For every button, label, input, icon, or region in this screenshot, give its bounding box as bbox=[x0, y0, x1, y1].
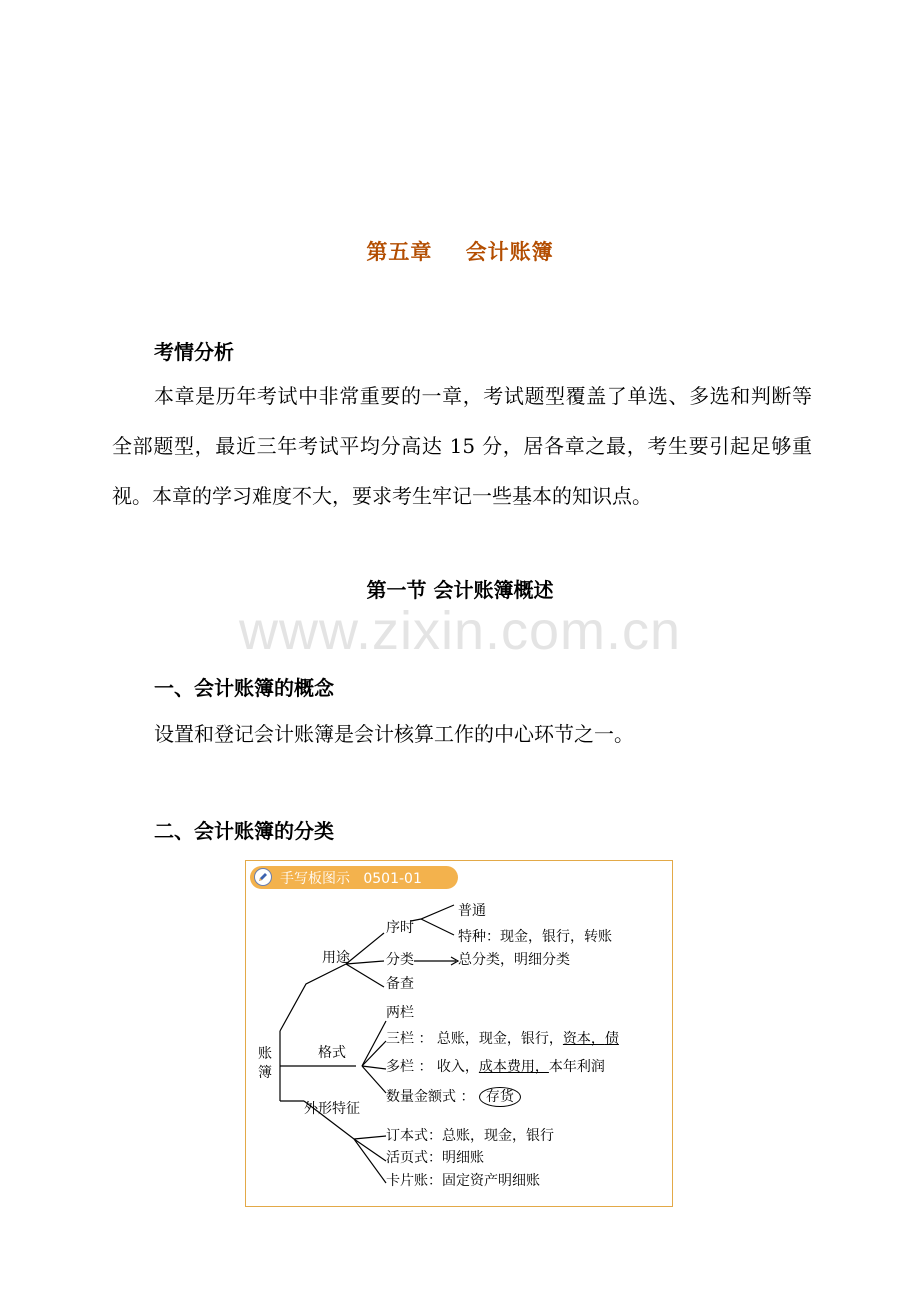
appearance-label: 外形特征 bbox=[304, 1101, 360, 1117]
special-label: 特种：现金，银行，转账 bbox=[458, 929, 612, 945]
format-label: 格式 bbox=[318, 1045, 346, 1061]
two-col-label: 两栏 bbox=[386, 1005, 414, 1021]
three-col-underlined-2: 债 bbox=[604, 1031, 619, 1047]
watermark: www.zixin.com.cn bbox=[238, 601, 682, 661]
multi-col-items: 收入， bbox=[436, 1059, 479, 1075]
inventory-circled: 存货 bbox=[479, 1087, 521, 1107]
category-label: 分类 bbox=[386, 952, 414, 968]
concept-text: 设置和登记会计账簿是会计核算工作的中心环节之一。 bbox=[154, 722, 634, 746]
section-title: 第一节 会计账簿概述 bbox=[366, 578, 554, 602]
banner-text: 手写板图示 0501-01 bbox=[280, 871, 422, 887]
loose-leaf-label: 活页式：明细账 bbox=[386, 1150, 484, 1166]
chapter-title: 第五章 会计账簿 bbox=[366, 240, 554, 264]
concept-heading: 一、会计账簿的概念 bbox=[154, 676, 334, 700]
three-col-row bbox=[386, 1031, 619, 1047]
category-detail: 总分类，明细分类 bbox=[458, 952, 570, 968]
three-col-label: 三栏 ： bbox=[386, 1031, 433, 1047]
classification-heading: 二、会计账簿的分类 bbox=[154, 819, 334, 843]
multi-col-tail: 本年利润 bbox=[548, 1059, 605, 1075]
multi-col-label: 多栏 ： bbox=[386, 1059, 433, 1075]
qty-amount-label: 数量金额式 ： bbox=[386, 1089, 475, 1105]
memo-label: 备查 bbox=[386, 976, 414, 992]
card-ledger-label: 卡片账：固定资产明细账 bbox=[386, 1173, 540, 1189]
root-label-2: 簿 bbox=[258, 1065, 272, 1081]
three-col-underlined-1: 资本， bbox=[562, 1031, 605, 1047]
multi-col-underlined: 成本费用， bbox=[478, 1059, 549, 1075]
usage-label: 用途 bbox=[322, 950, 350, 966]
analysis-heading: 考情分析 bbox=[154, 340, 234, 364]
root-label-1: 账 bbox=[258, 1046, 272, 1062]
qty-amount-row bbox=[386, 1087, 521, 1107]
chronological-label: 序时 bbox=[386, 920, 414, 936]
ledger-classification-diagram bbox=[245, 860, 673, 1207]
analysis-paragraph: 本章是历年考试中非常重要的一章，考试题型覆盖了单选、多选和判断等全部题型，最近三年考试平均分高达 15 分，居各章之最，考生要引起足够重视。本章的学习难度不大，要求考生牢记一些基本的知识点。 bbox=[112, 384, 812, 508]
three-col-items: 总账，现金，银行， bbox=[436, 1031, 563, 1047]
ordinary-label: 普通 bbox=[458, 903, 486, 919]
multi-col-row bbox=[386, 1059, 605, 1075]
bound-book-label: 订本式：总账，现金，银行 bbox=[386, 1128, 554, 1144]
